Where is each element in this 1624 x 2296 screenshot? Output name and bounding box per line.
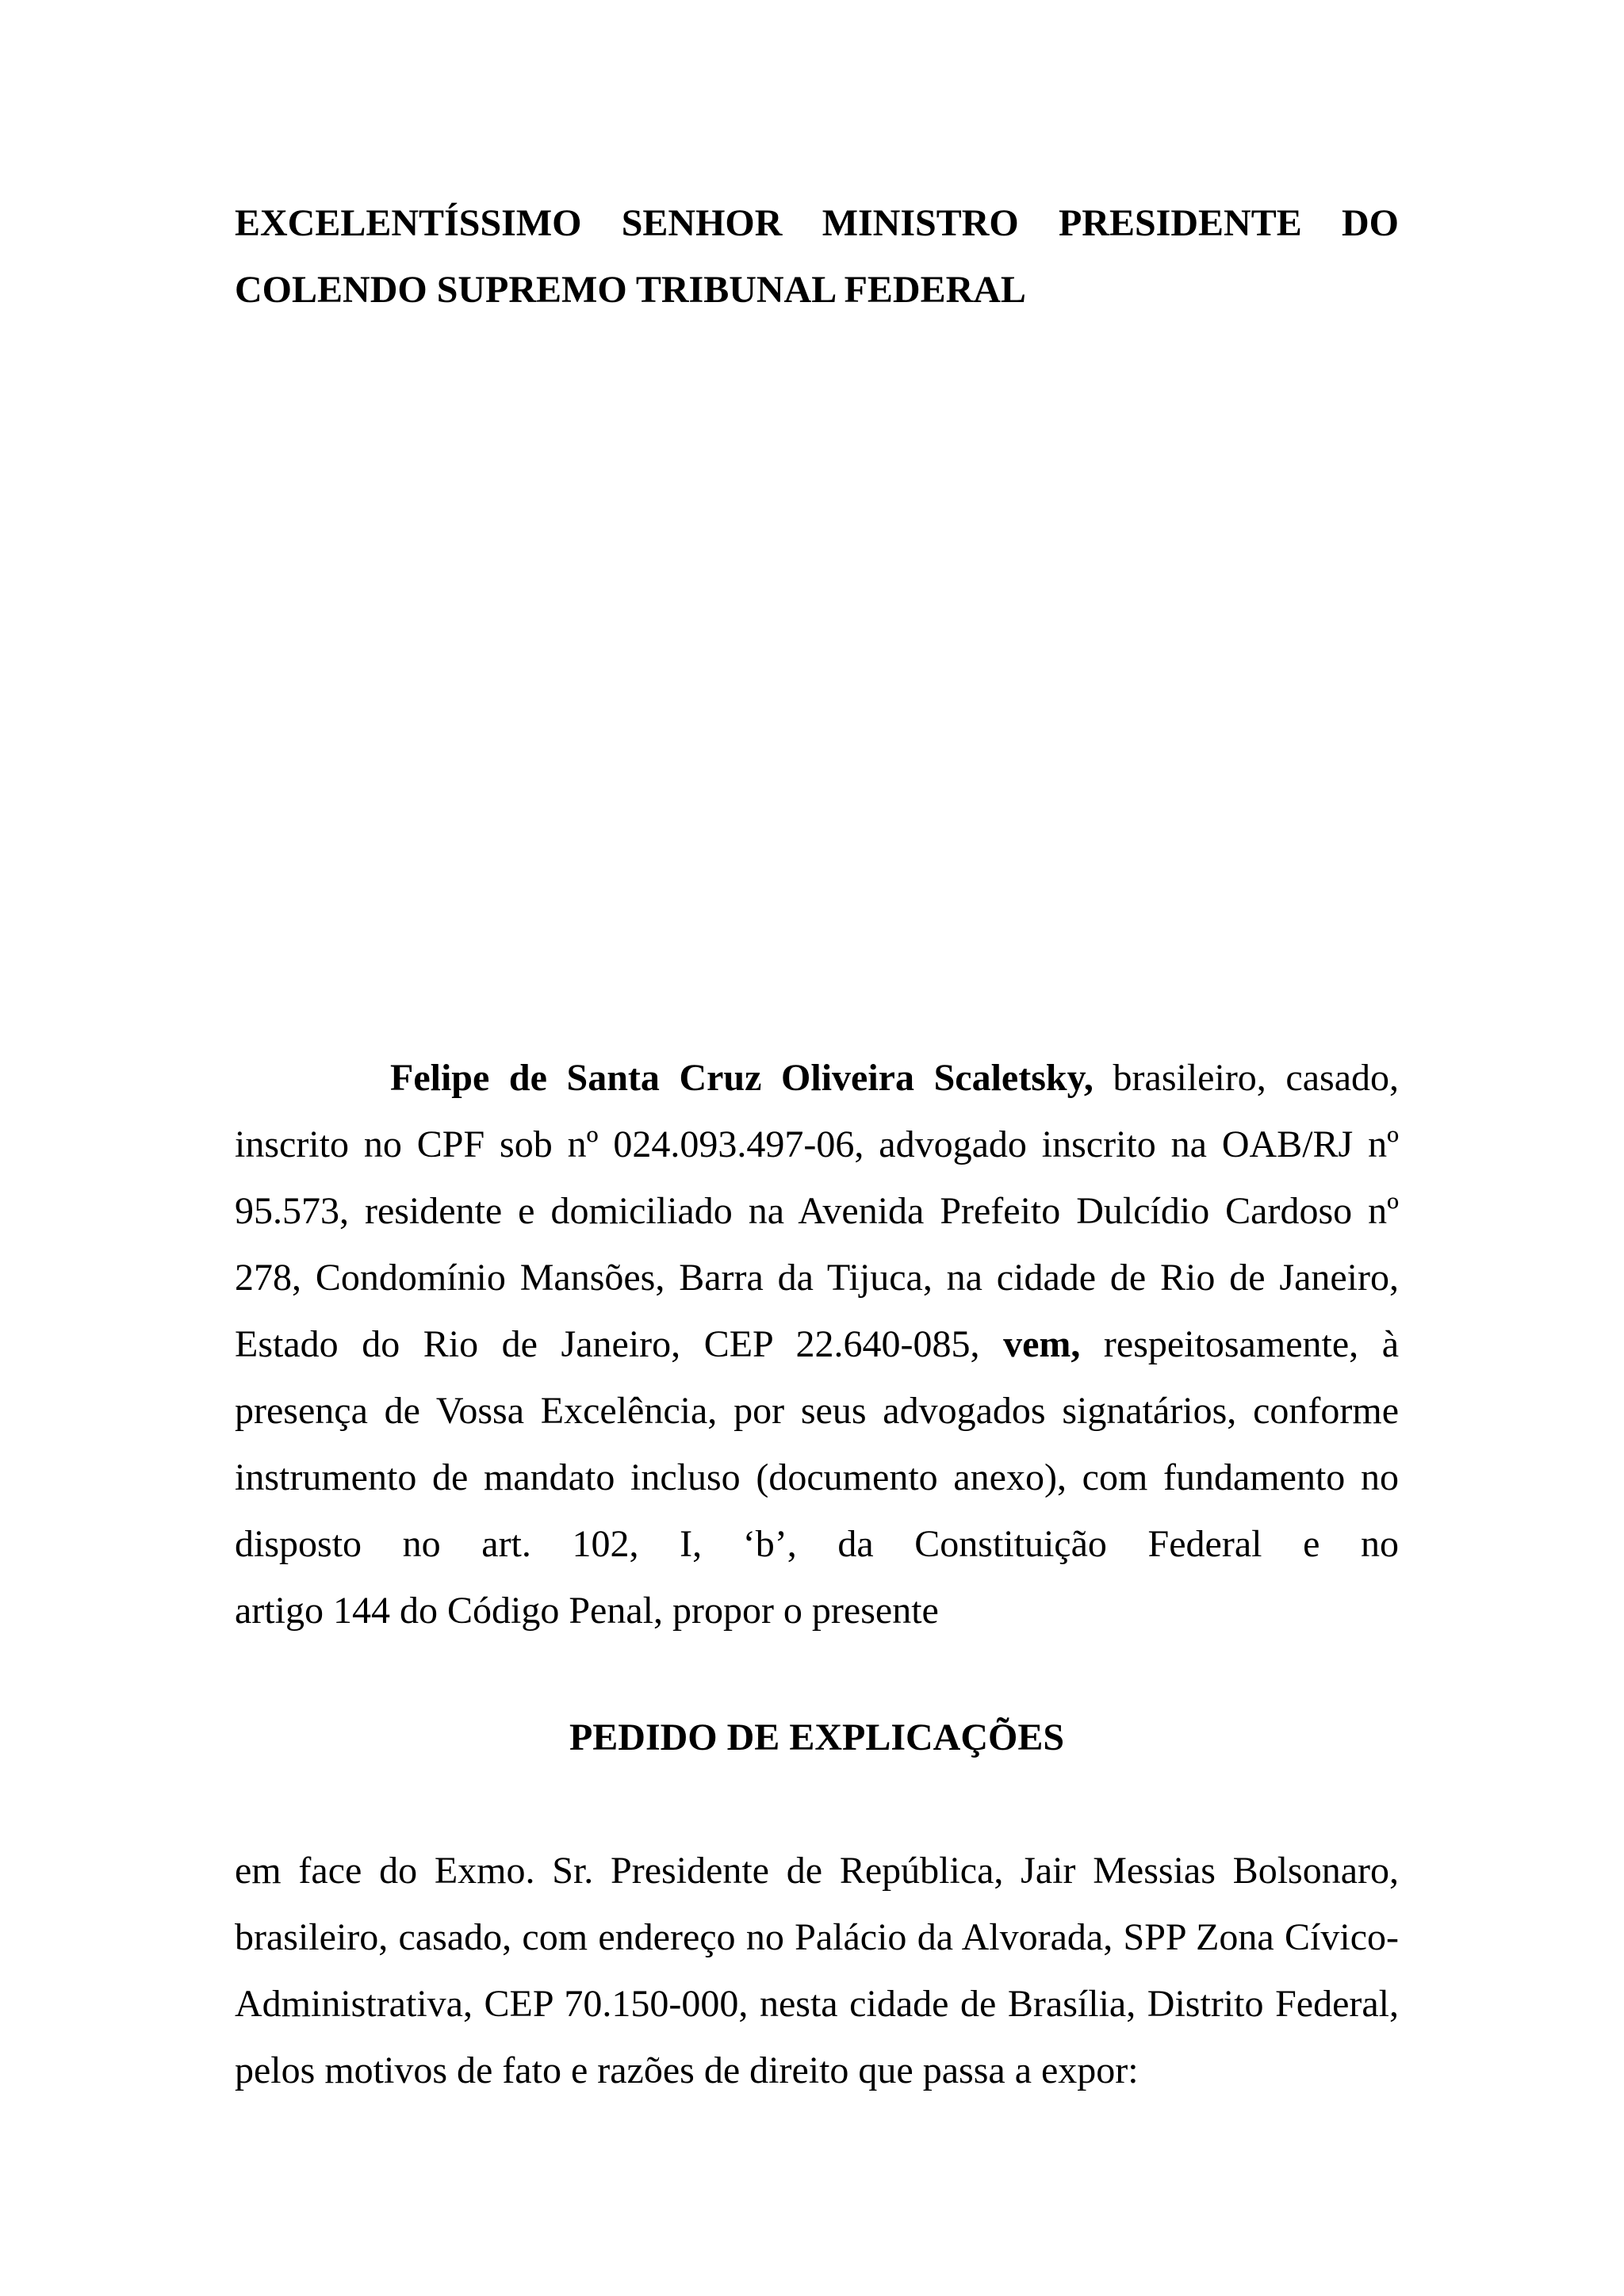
paragraph-line: brasileiro, casado, com endereço no Palácio da Alvorada, SPP Zona Cívico- bbox=[235, 1916, 1399, 1958]
petitioner-name: Felipe de Santa Cruz Oliveira Scaletsky, bbox=[390, 1057, 1094, 1099]
paragraph-line: Administrativa, CEP 70.150-000, nesta cidade de Brasília, Distrito Federal, bbox=[235, 1983, 1399, 2025]
paragraph-line: 95.573, residente e domiciliado na Avenida Prefeito Dulcídio Cardoso nº bbox=[235, 1190, 1399, 1232]
paragraph-line: 278, Condomínio Mansões, Barra da Tijuca, na cidade de Rio de Janeiro, bbox=[235, 1257, 1399, 1299]
respondent-paragraph bbox=[235, 1838, 1399, 2104]
paragraph-line: artigo 144 do Código Penal, propor o presente bbox=[235, 1590, 939, 1632]
petitioner-line-5b: respeitosamente, à bbox=[1080, 1323, 1400, 1365]
addressee-header bbox=[235, 190, 1399, 323]
paragraph-line: presença de Vossa Excelência, por seus advogados signatários, conforme bbox=[235, 1390, 1399, 1432]
paragraph-line bbox=[235, 1311, 1399, 1378]
petitioner-line-5a: Estado do Rio de Janeiro, CEP 22.640-085, bbox=[235, 1323, 1004, 1365]
paragraph-line: disposto no art. 102, I, ‘b’, da Constituição Federal e no bbox=[235, 1523, 1399, 1565]
paragraph-line: instrumento de mandato incluso (documento anexo), com fundamento no bbox=[235, 1456, 1399, 1498]
paragraph-line bbox=[235, 1045, 1399, 1112]
vem-word: vem, bbox=[1003, 1323, 1081, 1365]
paragraph-line: pelos motivos de fato e razões de direito que passa a expor: bbox=[235, 2049, 1139, 2091]
header-line-1: EXCELENTÍSSIMO SENHOR MINISTRO PRESIDENTE DO bbox=[235, 202, 1399, 244]
petitioner-line-1-rest: brasileiro, casado, bbox=[1093, 1057, 1399, 1099]
paragraph-line: em face do Exmo. Sr. Presidente de República, Jair Messias Bolsonaro, bbox=[235, 1850, 1399, 1892]
header-line-2: COLENDO SUPREMO TRIBUNAL FEDERAL bbox=[235, 269, 1026, 311]
petitioner-paragraph bbox=[235, 1045, 1399, 1644]
document-title: PEDIDO DE EXPLICAÇÕES bbox=[569, 1716, 1065, 1758]
paragraph-line: inscrito no CPF sob nº 024.093.497-06, advogado inscrito na OAB/RJ nº bbox=[235, 1123, 1399, 1165]
